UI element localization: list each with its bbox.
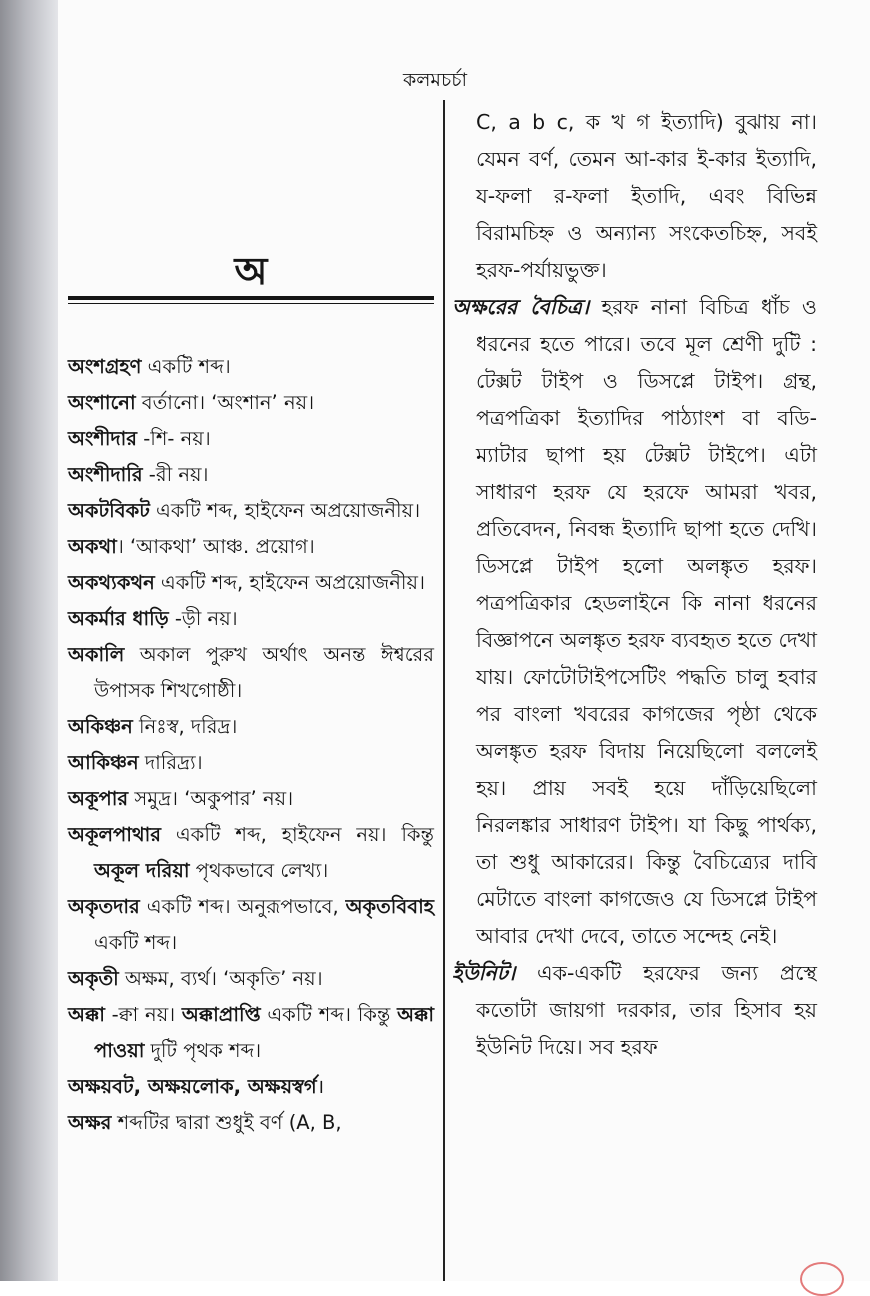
- paragraph-text: হরফ নানা বিচিত্র ধাঁচ ও ধরনের হতে পারে। তবে মূল শ্রেণী দুটি : টেক্সট টাইপ ও ডিসপ্লে টাইপ। গ্রন্থ, পত্রপত্রিকা ইত্যাদির পাঠ্যাংশ বা বডি-ম্যাটার ছাপা হয় টেক্সট টাইপে। এটা সাধারণ হরফ যে হরফে আমরা খবর, প্রতিবেদন, নিবন্ধ ইত্যাদি ছাপা হতে দেখি। ডিসপ্লে টাইপ হলো অলঙ্কৃত হরফ। পত্রপত্রিকার হেডলাইনে কি নানা ধরনের বিজ্ঞাপনে অলঙ্কৃত হরফ ব্যবহৃত হতে দেখা যায়। ফোটোটাইপসেটিং পদ্ধতি চালু হবার পর বাংলা খবরের কাগজের পৃষ্ঠা থেকে অলঙ্কৃত হরফ বিদায় নিয়েছিলো বললেই হয়। প্রায় সবই হয়ে দাঁড়িয়েছিলো নিরলঙ্কার সাধারণ টাইপ। যা কিছু পার্থক্য, তা শুধু আকারের। কিন্তু বৈচিত্র্যের দাবি মেটাতে বাংলা কাগজেও যে ডিসপ্লে টাইপ আবার দেখা দেবে, তাতে সন্দেহ নেই।: [476, 295, 817, 948]
- dictionary-entry: [68, 637, 434, 709]
- entry-text-secondary: একটি শব্দ।: [94, 931, 178, 954]
- entry-text-tertiary: দুটি পৃথক শব্দ।: [144, 1039, 262, 1062]
- entry-text: বর্তানো। ‘অংশান’ নয়।: [135, 391, 315, 414]
- entry-text: অকাল পুরুখ অর্থাৎ অনন্ত ঈশ্বরের উপাসক শিখগোষ্ঠী।: [94, 643, 434, 702]
- running-header: কলমচর্চা: [402, 69, 468, 91]
- entry-text: অক্ষম, ব্যর্থ। ‘অকৃতি’ নয়।: [118, 967, 323, 990]
- entry-headword: অংশানো: [68, 391, 136, 414]
- dictionary-entry: [68, 961, 434, 997]
- dictionary-entry: [68, 601, 434, 637]
- entry-text: । ‘আকথা’ আঞ্চ. প্রয়োগ।: [116, 535, 315, 558]
- dictionary-entry: [68, 997, 434, 1069]
- entry-text: -ড়ী নয়।: [168, 607, 238, 630]
- entry-text: দারিদ্র্য।: [138, 751, 203, 774]
- entry-text: সমুদ্র। ‘অকুপার’ নয়।: [128, 787, 294, 810]
- dictionary-entry: [68, 529, 434, 565]
- entry-headword: অকথা: [68, 535, 117, 558]
- entry-text: একটি শব্দ, হাইফেন অপ্রয়োজনীয়।: [149, 499, 421, 522]
- paragraph-letter-variety: [452, 289, 817, 955]
- entry-headword: অকৃতদার: [68, 895, 140, 918]
- column-divider: [443, 100, 445, 1281]
- subheading: ইউনিট।: [452, 961, 516, 985]
- entry-headword: অকিঞ্চন: [68, 715, 133, 738]
- entry-headword: অক্ষয়বট, অক্ষয়লোক, অক্ষয়স্বর্গ: [68, 1075, 317, 1098]
- entry-headword: অকৃতী: [68, 967, 119, 990]
- dictionary-entry: [68, 745, 434, 781]
- entry-text: একটি শব্দ। অনুরূপভাবে,: [139, 895, 346, 918]
- left-column: [68, 100, 434, 1141]
- red-mark-decoration: [800, 1262, 844, 1296]
- entry-text: নিঃস্ব, দরিদ্র।: [132, 715, 238, 738]
- dictionary-entry: [68, 349, 434, 385]
- entry-headword: অংশগ্রহণ: [68, 355, 142, 378]
- entry-headword-secondary: অকৃতবিবাহ: [345, 895, 434, 918]
- dictionary-entry: [68, 457, 434, 493]
- dictionary-entry: [68, 565, 434, 601]
- entry-headword: অংশীদার: [68, 427, 138, 450]
- entry-text: একটি শব্দ।: [141, 355, 231, 378]
- dictionary-entry: [68, 709, 434, 745]
- entry-headword: অংশীদারি: [68, 463, 143, 486]
- entry-text: ।: [316, 1075, 325, 1098]
- entry-text: -ক্বা নয়।: [104, 1003, 182, 1026]
- paragraph-text: এক-একটি হরফের জন্য প্রস্থে কতোটা জায়গা দরকার, তার হিসাব হয় ইউনিট দিয়ে। সব হরফ: [476, 961, 817, 1059]
- entry-text: -শি- নয়।: [137, 427, 211, 450]
- entry-headword: আকিঞ্চন: [68, 751, 139, 774]
- entry-headword: অক্কা: [68, 1003, 105, 1026]
- entry-headword: অক্ষর: [68, 1111, 112, 1134]
- entry-text: একটি শব্দ, হাইফেন নয়। কিন্তু: [160, 823, 434, 846]
- dictionary-entry: [68, 1105, 434, 1141]
- dictionary-entry: [68, 385, 434, 421]
- entry-list: [68, 349, 434, 1141]
- entry-headword: অকালি: [68, 643, 125, 666]
- dictionary-entry: [68, 1069, 434, 1105]
- entry-headword: অকর্মার ধাড়ি: [68, 607, 169, 630]
- entry-text-secondary: পৃথকভাবে লেখ্য।: [189, 859, 329, 882]
- right-column: [452, 104, 817, 1066]
- dictionary-entry: [68, 817, 434, 889]
- entry-text: -রী নয়।: [142, 463, 209, 486]
- dictionary-entry: [68, 889, 434, 961]
- continued-paragraph: C, a b c, ক খ গ ইত্যাদি) বুঝায় না। যেমন বর্ণ, তেমন আ-কার ই-কার ইত্যাদি, য-ফলা র-ফলা ইতাদি, এবং বিভিন্ন বিরামচিহ্ন ও অন্যান্য সংকেতচিহ্ন, সবই হরফ-পর্যায়ভুক্ত।: [476, 110, 817, 282]
- entry-text-secondary: একটি শব্দ। কিন্তু: [260, 1003, 398, 1026]
- dictionary-entry: [68, 421, 434, 457]
- entry-headword: অকূলপাথার: [68, 823, 161, 846]
- paragraph-unit: [452, 955, 817, 1066]
- entry-headword-secondary: অকূল দরিয়া: [94, 859, 190, 882]
- entry-headword: অকথ্যকথন: [68, 571, 155, 594]
- dictionary-entry: [68, 493, 434, 529]
- dictionary-entry: [68, 781, 434, 817]
- section-letter: অ: [234, 249, 268, 293]
- page-binding-shadow: [0, 0, 58, 1281]
- entry-headword-secondary: অক্কাপ্রাপ্তি: [181, 1003, 261, 1026]
- subheading: অক্ষরের বৈচিত্র।: [452, 295, 590, 319]
- section-rule: [68, 296, 434, 304]
- entry-headword-tertiary: অক্কা পাওয়া: [94, 1003, 434, 1062]
- entry-headword: অকটবিকট: [68, 499, 150, 522]
- entry-headword: অকূপার: [68, 787, 129, 810]
- entry-text: শব্দটির দ্বারা শুধুই বর্ণ (A, B,: [111, 1111, 342, 1134]
- entry-text: একটি শব্দ, হাইফেন অপ্রয়োজনীয়।: [154, 571, 425, 594]
